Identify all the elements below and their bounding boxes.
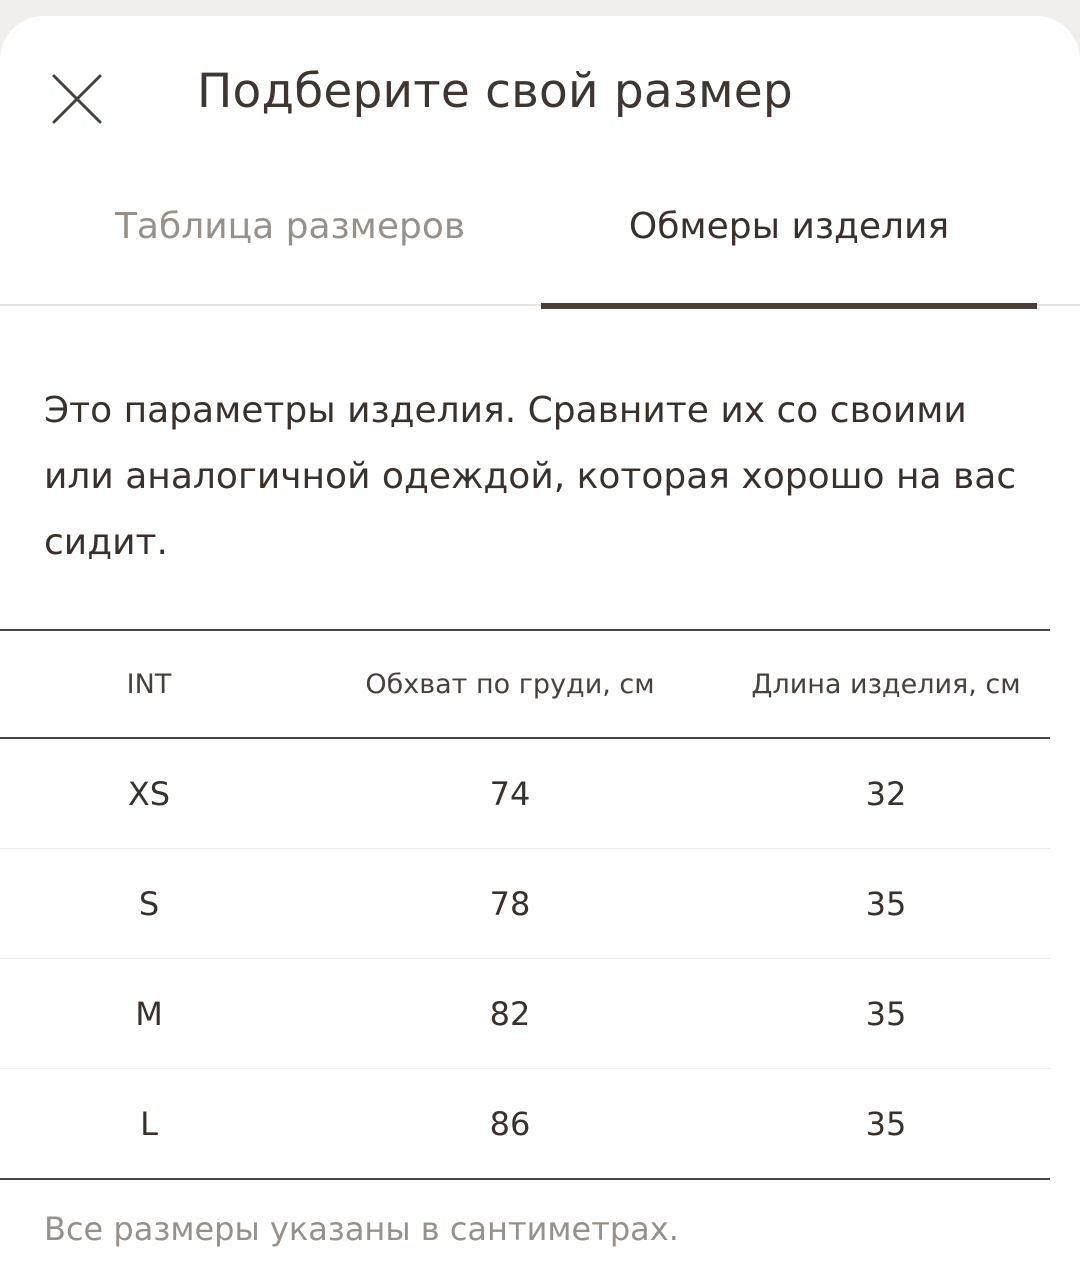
table-row: [0, 959, 1050, 1069]
description-text: Это параметры изделия. Сравните их со своими или аналогичной одеждой, которая хорошо на вас сидит.: [44, 390, 1017, 563]
tab-bar: [0, 206, 1080, 306]
chest-cell: 78: [489, 884, 531, 923]
length-cell: 35: [865, 884, 907, 923]
tab-label: Обмеры изделия: [628, 206, 950, 247]
table-row: [0, 739, 1050, 849]
column-header-int: INT: [126, 668, 172, 700]
close-button[interactable]: [50, 72, 104, 126]
length-cell: 32: [865, 774, 907, 813]
length-cell: 35: [865, 1104, 907, 1143]
close-icon: [50, 72, 104, 126]
chest-cell: 86: [489, 1104, 531, 1143]
column-header-length: Длина изделия, см: [751, 668, 1021, 700]
dialog-title: Подберите свой размер: [197, 64, 793, 119]
size-cell: S: [138, 884, 160, 923]
table-header-row: [0, 631, 1050, 739]
size-guide-sheet: [0, 16, 1080, 1280]
tab-label: Таблица размеров: [114, 206, 466, 247]
table-row: [0, 1069, 1050, 1180]
tab-size-table[interactable]: [60, 206, 520, 304]
column-header-chest: Обхват по груди, см: [365, 668, 655, 700]
size-cell: M: [135, 994, 163, 1033]
length-cell: 35: [865, 994, 907, 1033]
size-cell: L: [140, 1104, 158, 1143]
chest-cell: 82: [489, 994, 531, 1033]
measurements-table: [0, 629, 1050, 1180]
table-row: [0, 849, 1050, 959]
chest-cell: 74: [489, 774, 531, 813]
size-cell: XS: [127, 774, 171, 813]
units-footnote: Все размеры указаны в сантиметрах.: [44, 1210, 679, 1248]
tab-product-measurements[interactable]: [541, 206, 1037, 304]
